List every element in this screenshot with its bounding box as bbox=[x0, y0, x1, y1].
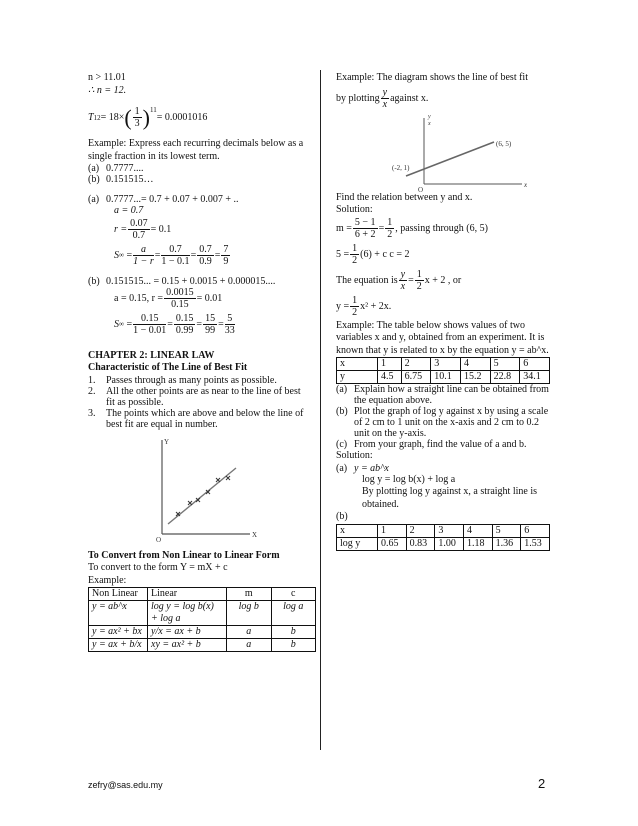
table-cell: 3 bbox=[431, 358, 461, 371]
table-cell: log y bbox=[337, 537, 378, 550]
list-item-number: 1. bbox=[88, 374, 96, 386]
table-cell: y/x = ax + b bbox=[148, 626, 227, 639]
point-label: (-2, 1) bbox=[392, 163, 410, 172]
list-item bbox=[88, 408, 310, 430]
best-fit-line bbox=[406, 142, 494, 176]
example-intro: Example: The diagram shows the line of best fit bbox=[336, 72, 528, 83]
table-row bbox=[337, 358, 550, 371]
text-line: Solution: bbox=[336, 204, 373, 215]
item-text: Explain how a straight line can be obtained from the equation above. bbox=[354, 384, 549, 406]
table-cell: x bbox=[337, 524, 378, 537]
final-equation: y = $\frac{1}{2}$ x² + 2x. bbox=[336, 294, 392, 318]
item-num: (c) bbox=[336, 439, 348, 450]
table-cell: log y = log b(x) + log a bbox=[148, 601, 227, 626]
axis-label-y: y bbox=[428, 113, 431, 120]
list-item bbox=[88, 386, 310, 408]
item-num: (b) bbox=[88, 275, 100, 287]
example-intro: Example: Express each recurring decimals below as a single fraction in its lowest term. bbox=[88, 138, 304, 162]
table-cell: 6.75 bbox=[401, 371, 431, 384]
conversion-table bbox=[88, 587, 316, 652]
table-cell: 2 bbox=[406, 524, 435, 537]
solution-line: log y = log b(x) + log a bbox=[362, 473, 456, 485]
table-cell: 15.2 bbox=[460, 371, 490, 384]
origin-label: O bbox=[418, 185, 424, 192]
gradient-equation: m = $\frac{5 - 1}{6 + 2}$ = $\frac{1}{2}$ , passing through (6, 5) bbox=[336, 216, 488, 240]
table-cell: a bbox=[227, 626, 272, 639]
table-cell: 1.00 bbox=[435, 537, 464, 550]
t12-sub: 12 bbox=[93, 113, 101, 122]
table-cell: x bbox=[337, 358, 378, 371]
solution-line: 0.7777...= 0.7 + 0.07 + 0.007 + .. bbox=[106, 194, 239, 205]
table-cell: 4 bbox=[460, 358, 490, 371]
table-cell: 3 bbox=[435, 524, 464, 537]
table-cell: y = ab^x bbox=[89, 601, 148, 626]
item-text: 0.151515… bbox=[106, 174, 154, 185]
item-num: (a) bbox=[336, 384, 348, 395]
table-cell: 4 bbox=[463, 524, 492, 537]
table-cell: 1 bbox=[378, 358, 402, 371]
table-row bbox=[89, 601, 316, 626]
table-cell: 1.53 bbox=[521, 537, 550, 550]
axis-label-y: x bbox=[428, 120, 431, 127]
exponent: 11 bbox=[150, 106, 157, 114]
point-label: (6, 5) bbox=[496, 139, 512, 148]
page-number: 2 bbox=[538, 776, 546, 791]
paren-close: ) bbox=[142, 104, 150, 130]
column-divider bbox=[320, 70, 321, 750]
table-cell: 34.1 bbox=[520, 371, 550, 384]
table-cell: 0.65 bbox=[378, 537, 407, 550]
table-cell: y = ax + b/x bbox=[89, 639, 148, 652]
table-row bbox=[337, 537, 550, 550]
table-cell: b bbox=[271, 639, 316, 652]
table-cell: 0.83 bbox=[406, 537, 435, 550]
solution-line: By plotting log y against x, a straight line is obtained. bbox=[362, 486, 537, 510]
table-header-cell: c bbox=[271, 588, 316, 601]
solution-line: y = ab^x bbox=[354, 462, 389, 474]
line-equation: The equation is $\frac{y}{x}$ = $\frac{1}{2}$ x + 2 , or bbox=[336, 268, 462, 292]
ratio-equation: a = 0.15, r = $\frac{0.0015}{0.15}$ = 0.01 bbox=[114, 286, 223, 310]
chapter-title: CHAPTER 2: LINEAR LAW bbox=[88, 349, 215, 361]
section-title: To Convert from Non Linear to Linear Form bbox=[88, 549, 280, 561]
item-text: From your graph, find the value of a and b. bbox=[354, 439, 527, 450]
list-item bbox=[88, 375, 310, 386]
table-cell: 5 bbox=[492, 524, 521, 537]
table-header-row bbox=[89, 588, 316, 601]
table-cell: log b bbox=[227, 601, 272, 626]
table-cell: 2 bbox=[401, 358, 431, 371]
origin-label: O bbox=[156, 535, 162, 544]
t12-result: = 0.0001016 bbox=[156, 112, 208, 123]
table-cell: 1 bbox=[378, 524, 407, 537]
table-cell: 5 bbox=[490, 358, 520, 371]
right-column bbox=[336, 72, 550, 551]
section-title: Characteristic of The Line of Best Fit bbox=[88, 362, 248, 373]
axis-label-y: Y bbox=[164, 437, 170, 446]
table-cell: 1.36 bbox=[492, 537, 521, 550]
solution-line: a = 0.7 bbox=[114, 205, 144, 216]
paren-open: ( bbox=[124, 104, 132, 130]
text-line: Solution: bbox=[336, 450, 373, 461]
table-cell: 1.18 bbox=[463, 537, 492, 550]
list-item-text: Passes through as many points as possible. bbox=[106, 374, 277, 386]
log-table bbox=[336, 524, 550, 551]
text-line: ∴ n = 12. bbox=[88, 84, 127, 96]
item-num: (a) bbox=[88, 163, 100, 174]
table-row bbox=[89, 639, 316, 652]
table-cell: y = ax² + bx bbox=[89, 626, 148, 639]
table-cell: 4.5 bbox=[378, 371, 402, 384]
item-num: (a) bbox=[336, 462, 348, 474]
text-line: Example: bbox=[88, 574, 127, 586]
footer-email: zefry@sas.edu.my bbox=[88, 780, 163, 790]
table-row bbox=[337, 524, 550, 537]
table-cell: a bbox=[227, 639, 272, 652]
list-item-text: The points which are above and below the line of best fit are equal in number. bbox=[106, 407, 304, 430]
left-column bbox=[88, 72, 310, 652]
fraction: $\frac{1}{3}$ bbox=[134, 106, 140, 129]
table-cell: y bbox=[337, 371, 378, 384]
intercept-equation: 5 = $\frac{1}{2}$ (6) + c c = 2 bbox=[336, 242, 410, 266]
t12-symbol: T bbox=[88, 112, 94, 123]
axis-label-x: X bbox=[252, 530, 258, 539]
table-cell: 6 bbox=[520, 358, 550, 371]
list-item-number: 3. bbox=[88, 407, 96, 419]
line-figure bbox=[372, 112, 552, 192]
list-item-number: 2. bbox=[88, 385, 96, 397]
table-cell: 22.8 bbox=[490, 371, 520, 384]
item-num: (b) bbox=[88, 174, 100, 185]
item-text: Plot the graph of log y against x by using a scale of 2 cm to 1 unit on the x-axis and 2 cm to 0.2 unit on the y-axis. bbox=[354, 406, 549, 439]
data-table bbox=[336, 357, 550, 384]
plot-description: by plotting $\frac{y}{x}$ against x. bbox=[336, 86, 429, 110]
table-cell: b bbox=[271, 626, 316, 639]
sum-equation: S ∞ = $\frac{a}{1 - r}$ = $\frac{0.7}{1 - 0.1}$ = $\frac{0.7}{0.9}$ = $\frac{7}{9}$ bbox=[114, 243, 229, 267]
text-line: To convert to the form Y = mX + c bbox=[88, 562, 228, 573]
best-fit-figure bbox=[140, 434, 260, 544]
table-header-cell: Linear bbox=[148, 588, 227, 601]
t12-equation bbox=[88, 106, 310, 129]
axis-label-x: x bbox=[524, 180, 528, 189]
list-item-text: All the other points are as near to the line of best fit as possible. bbox=[106, 385, 301, 408]
characteristics-list bbox=[88, 375, 310, 430]
t12-mid: = 18× bbox=[100, 112, 125, 123]
text-line: n > 11.01 bbox=[88, 72, 126, 83]
example-intro: Example: The table below shows values of two variables x and y, obtained from an experiment. It is known that y is related to x by the equation y = ab^x. bbox=[336, 319, 549, 356]
item-num: (b) bbox=[336, 511, 348, 522]
table-cell: xy = ax² + b bbox=[148, 639, 227, 652]
ratio-equation: r = $\frac{0.07}{0.7}$ = 0.1 bbox=[114, 217, 172, 241]
table-cell: 10.1 bbox=[431, 371, 461, 384]
table-header-cell: m bbox=[227, 588, 272, 601]
item-text: 0.7777.... bbox=[106, 163, 144, 174]
table-cell: 6 bbox=[521, 524, 550, 537]
text-line: Find the relation between y and x. bbox=[336, 191, 473, 203]
table-row bbox=[89, 626, 316, 639]
item-num: (a) bbox=[88, 194, 100, 205]
sum-equation: S ∞ = $\frac{0.15}{1 - 0.01}$ = $\frac{0.15}{0.99}$ = $\frac{15}{99}$ = $\frac{5}{33}$ bbox=[114, 312, 235, 336]
solution-line: 0.151515... = 0.15 + 0.0015 + 0.000015.... bbox=[106, 275, 276, 287]
table-cell: log a bbox=[271, 601, 316, 626]
table-row bbox=[337, 371, 550, 384]
item-num: (b) bbox=[336, 406, 348, 417]
table-header-cell: Non Linear bbox=[89, 588, 148, 601]
